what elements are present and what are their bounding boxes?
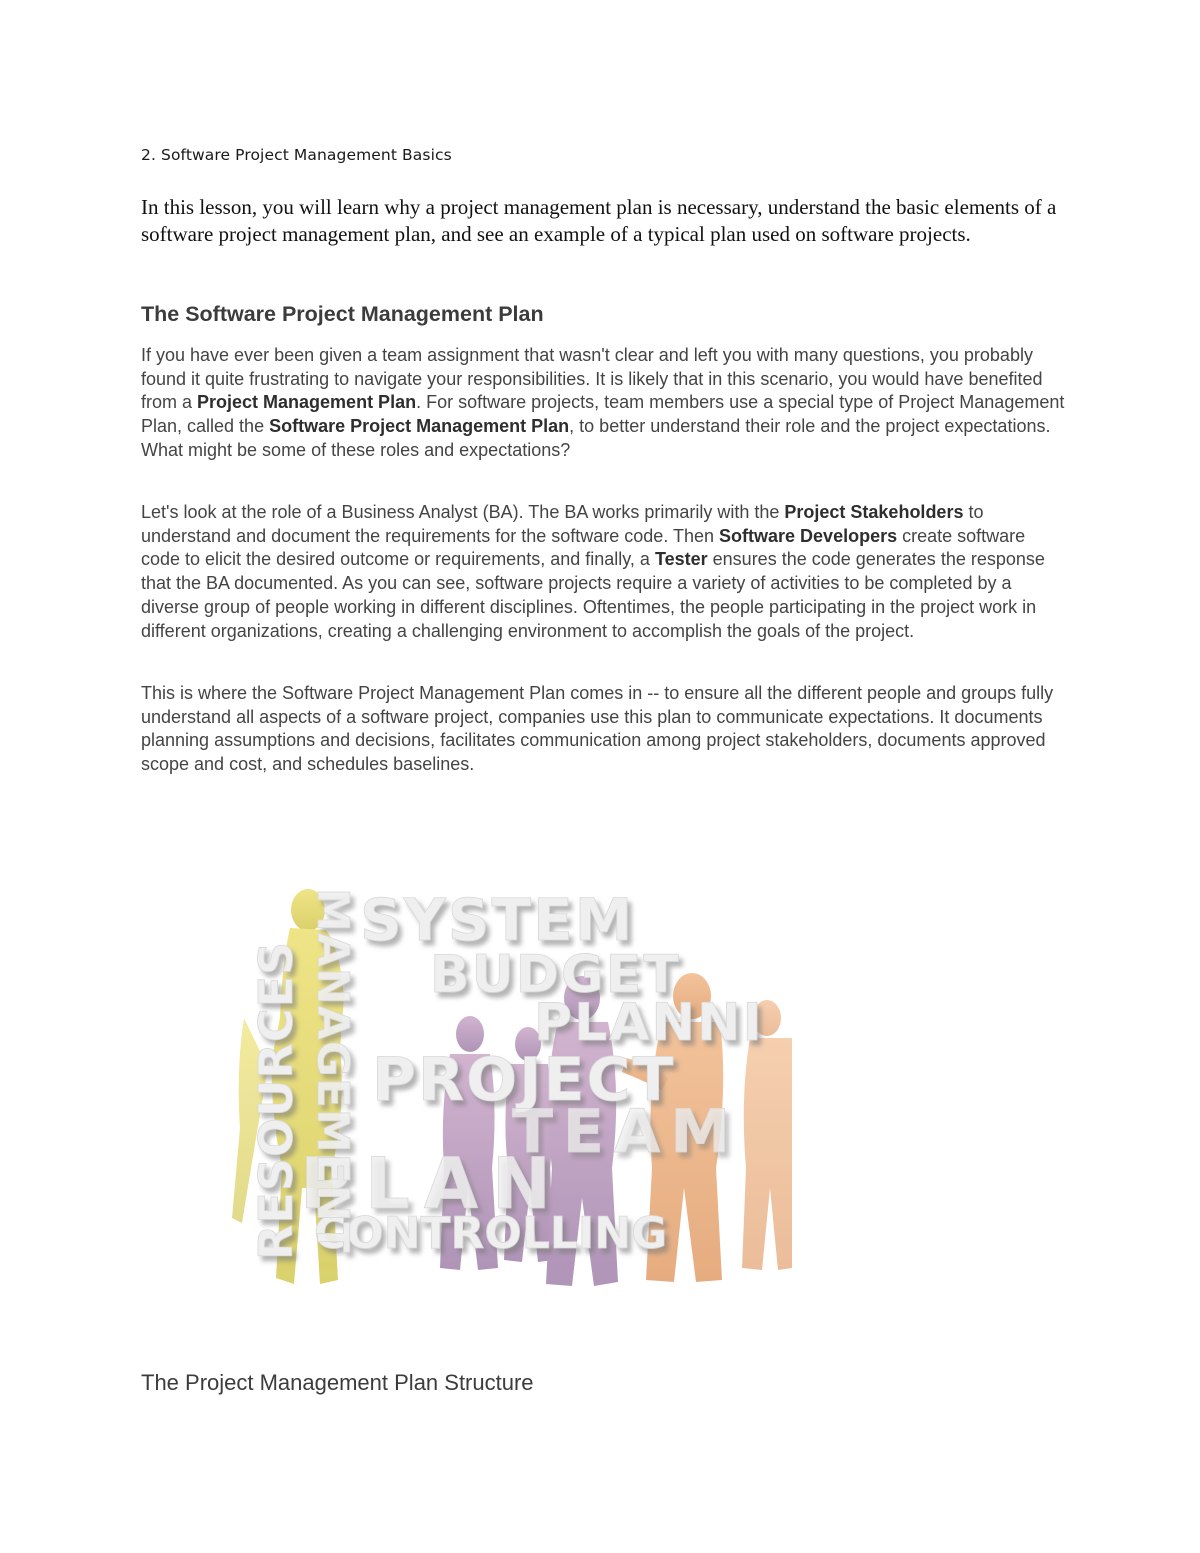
text-span: Let's look at the role of a Business Analyst (BA). The BA works primarily with the <box>141 502 785 522</box>
collage-word-controlling: CONTROLLING <box>314 1208 668 1259</box>
bold-term-software-developers: Software Developers <box>719 525 898 546</box>
collage-word-team: TEAM <box>512 1097 741 1167</box>
section-heading: The Software Project Management Plan <box>141 302 544 326</box>
bold-term-project-stakeholders: Project Stakeholders <box>784 502 964 522</box>
bold-term-project-management-plan: Project Management Plan <box>197 392 417 413</box>
collage-word-system: SYSTEM <box>360 886 635 954</box>
text-span: create software code to elicit the desired outcome or requirements, and finally, a <box>141 525 1026 570</box>
text-span: to understand and document the requirements for the software code. Then <box>141 502 984 546</box>
text-span: . For software projects, team members use a special type of Project Management Plan, called the <box>141 392 1065 437</box>
text-span: , to better understand their role and the project expectations. What might be some of these roles and expectations? <box>141 416 1051 460</box>
body-paragraph-1 <box>141 344 1066 463</box>
body-paragraph-3: This is where the Software Project Management Plan comes in -- to ensure all the different people and groups fully understand all aspects of a software project, companies use this plan to communicate expectations. It documents planning assumptions and decisions, facilitates communication among project stakeholders, documents approved scope and cost, and schedules baselines. <box>141 683 1054 775</box>
text-span: ensures the code generates the response that the BA documented. As you can see, software projects require a variety of activities to be completed by a diverse group of people working in different disciplines. Oftentimes, the people participating in the project work in different organizations, creating a challenging environment to accomplish the goals of the project. <box>141 549 1045 641</box>
collage-word-resources: RESOURCES <box>249 940 303 1260</box>
collage-word-budget: BUDGET <box>430 945 681 1005</box>
intro-paragraph: In this lesson, you will learn why a project management plan is necessary, understand the basic elements of a software project management plan, and see an example of a typical plan used on software projects. <box>141 195 1057 246</box>
bold-term-tester: Tester <box>654 549 708 570</box>
structure-heading: The Project Management Plan Structure <box>141 1370 534 1395</box>
lesson-title: 2. Software Project Management Basics <box>141 146 452 164</box>
collage-word-management: MANAGEMENT <box>307 888 358 1254</box>
collage-word-plan: PLAN <box>300 1143 565 1225</box>
project-management-collage-image <box>222 868 792 1296</box>
body-paragraph-2 <box>141 501 1066 643</box>
text-span: If you have ever been given a team assignment that wasn't clear and left you with many questions, you probably found it quite frustrating to navigate your responsibilities. It is likely that in this scenario, you would have benefited from a <box>141 345 1043 413</box>
collage-word-planning: PLANNI <box>534 993 764 1053</box>
collage-word-project: PROJECT <box>372 1045 676 1115</box>
bold-term-software-project-management-plan: Software Project Management Plan <box>269 416 570 437</box>
